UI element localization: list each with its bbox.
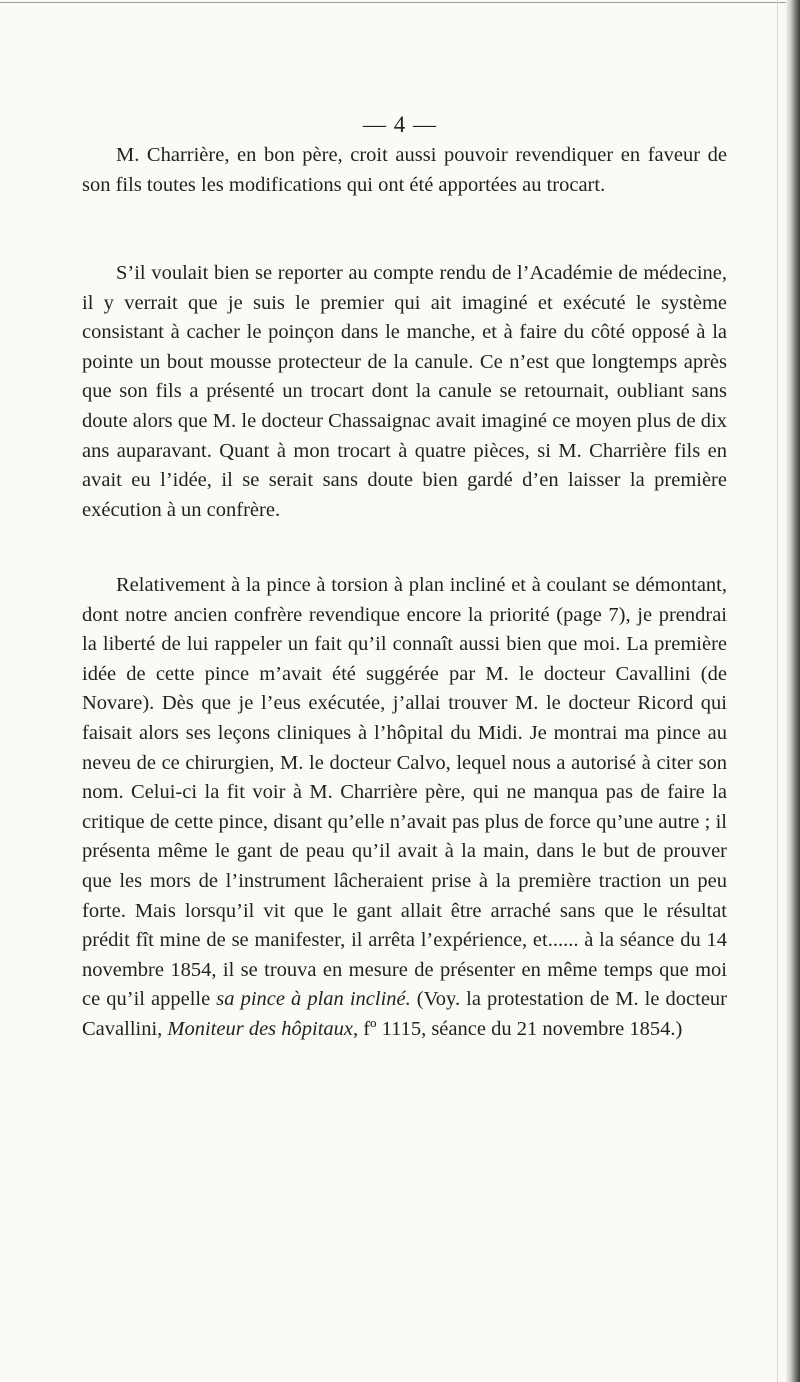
page-binding-edge: [786, 0, 800, 1382]
paragraph-charriere-claim: M. Charrière, en bon père, croit aussi pouvoir revendiquer en faveur de son fils toutes les modifications qui ont été apportées au trocart.: [82, 144, 727, 196]
italic-journal-title: Moniteur des hôpitaux: [167, 1017, 354, 1040]
top-border-line: [0, 2, 790, 3]
text-segment: , fº 1115, séance du 21 novembre 1854.): [353, 1017, 683, 1040]
paragraph-academy-report: S’il voulait bien se reporter au compte rendu de l’Académie de médecine, il y verrait que je suis le premier qui ait imaginé et exécuté le système consistant à cacher le poinçon dans le manche, et à faire du côté opposé à la pointe un bout mousse protecteur de la canule. Ce n’est que longtemps après que son fils a présenté un trocart dont la canule se retournait, oubliant sans doute alors que M. le docteur Chassaignac avait imaginé ce moyen plus de dix ans auparavant. Quant à mon trocart à quatre pièces, si M. Charrière fils en avait eu l’idée, il se serait sans doute bien gardé d’en laisser la première exécution à un confrère.: [82, 262, 727, 521]
paragraph-torsion-forceps: [82, 571, 727, 1045]
page-number: — 4 —: [363, 112, 437, 137]
italic-title-pince: sa pince à plan incliné.: [216, 988, 411, 1011]
text-segment: Relativement à la pince à torsion à plan incliné et à coulant se démontant, dont notre ancien confrère revendique encore la priorité (page 7), je prendrai la liberté de lui rappeler un fait qu’il connaît aussi bien que moi. La première idée de cette pince m’avait été suggérée par M. le docteur Cavallini (de Novare). Dès que je l’eus exécutée, j’allai trouver M. le docteur Ricord qui faisait alors ses leçons cliniques à l’hôpital du Midi. Je montrai ma pince au neveu de ce chirurgien, M. le docteur Calvo, lequel nous a autorisé à citer son nom. Celui-ci la fit voir à M. Charrière père, qui ne manqua pas de faire la critique de cette pince, disant qu’elle n’avait pas plus de force qu’une autre ; il présenta même le gant de peau qu’il avait à la main, dans le but de prouver que les mors de l’instrument lâcheraient prise à la première traction un peu forte. Mais lorsqu’il vit que le gant allait être arraché sans que le résultat prédit fît mine de se manifester, il arrêta l’expérience, et...... à la séance du 14 novembre 1854, il se trouva en mesure de présenter en même temps que moi ce qu’il appelle: [82, 574, 727, 1011]
text-segment: (Voy. la protestation de M. le docteur Cavallini,: [82, 988, 727, 1040]
page-edge-line: [777, 0, 778, 1382]
